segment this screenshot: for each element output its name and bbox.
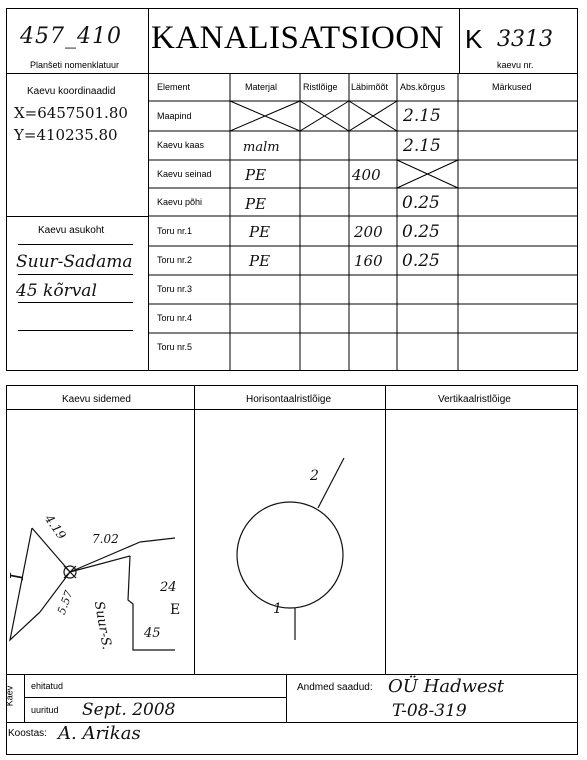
well-number-label: kaevu nr. <box>497 60 534 70</box>
well-number: 3313 <box>497 27 553 52</box>
row-element: Maapind <box>157 111 192 121</box>
location-text-1: Suur-Sadama <box>16 252 133 272</box>
cell-materjal: PE <box>249 252 271 270</box>
cell-materjal: PE <box>249 223 271 241</box>
th-materjal: Materjal <box>245 82 278 92</box>
koostas-label: Koostas: <box>8 728 47 739</box>
cell-abs: 0.25 <box>402 222 440 242</box>
sketch-bldg-num: 24 <box>160 580 177 595</box>
th-labimoot: Läbimõõt <box>351 82 389 92</box>
location-title: Kaevu asukoht <box>38 225 105 236</box>
cell-materjal: malm <box>243 140 280 155</box>
th-markused: Märkused <box>492 82 532 92</box>
well-letter: K <box>465 24 483 54</box>
koostas-value: A. Arikas <box>58 723 141 744</box>
footer-top-line <box>6 674 578 675</box>
coord-y: Y=410235.80 <box>14 126 118 144</box>
pipe-1-label: 1 <box>273 601 282 617</box>
th-abs: Abs.kõrgus <box>400 82 446 92</box>
cell-abs: 2.15 <box>403 106 441 126</box>
cell-labimoot: 160 <box>354 252 383 270</box>
sheet-number: 457_410 <box>20 24 122 49</box>
sketch-street: Suur-S. <box>90 600 115 651</box>
footer-mid-divider <box>286 674 287 722</box>
andmed-label: Andmed saadud: <box>297 682 373 693</box>
uuritud-label: uuritud <box>31 705 59 715</box>
sketch-dist-1: 4.19 <box>41 512 69 542</box>
sketch-dist-2: 7.02 <box>92 532 119 546</box>
cell-materjal: PE <box>245 195 267 213</box>
cell-abs: 2.15 <box>403 136 441 156</box>
cell-abs: 0.25 <box>402 193 440 213</box>
row-element: Kaevu seinad <box>157 169 212 179</box>
sketch-dist-3: 5.57 <box>54 588 76 617</box>
cell-labimoot: 400 <box>352 166 381 184</box>
pipe-2-label: 2 <box>310 468 319 484</box>
row-element: Toru nr.2 <box>157 255 193 265</box>
footer-row-line <box>24 697 286 698</box>
row-element: Toru nr.5 <box>157 342 193 352</box>
row-element: Kaevu põhi <box>157 197 203 207</box>
cell-abs: 0.25 <box>402 251 440 271</box>
location-text-2: 45 kõrval <box>16 281 97 301</box>
andmed-value-1: OÜ Hadwest <box>388 676 505 697</box>
row-element: Toru nr.4 <box>157 313 193 323</box>
th-ristloige: Ristlõige <box>303 82 338 92</box>
row-element: Kaevu kaas <box>157 140 205 150</box>
footer-kaev-divider <box>24 674 25 722</box>
pipe-2-line <box>318 458 344 508</box>
row-element: Toru nr.1 <box>157 226 193 236</box>
cell-labimoot: 200 <box>354 223 383 241</box>
row-element: Toru nr.3 <box>157 284 193 294</box>
sketch-roman: I <box>5 572 27 581</box>
andmed-value-2: T-08-319 <box>392 701 467 721</box>
sketch-building-outline <box>10 528 40 640</box>
col-vertikaal-title: Vertikaalristlõige <box>438 394 511 405</box>
cell-materjal: PE <box>245 166 267 184</box>
col-sidemed-title: Kaevu sidemed <box>62 394 131 405</box>
coords-title: Kaevu koordinaadid <box>27 86 116 97</box>
sketch-bldg-letter: E <box>170 602 181 618</box>
sketch-bldg-45: 45 <box>144 626 161 641</box>
ehitatud-label: ehitatud <box>31 681 64 691</box>
page-title: KANALISATSIOON <box>151 20 444 56</box>
sheet-number-label: Planšeti nomenklatuur <box>30 60 120 70</box>
coord-x: X=6457501.80 <box>14 104 128 122</box>
uuritud-value: Sept. 2008 <box>82 700 176 720</box>
kaev-label: Kaev <box>4 685 15 707</box>
th-element: Element <box>157 82 191 92</box>
horizontal-section-circle <box>237 502 343 608</box>
col-horisontaal-title: Horisontaalristlõige <box>246 394 332 405</box>
